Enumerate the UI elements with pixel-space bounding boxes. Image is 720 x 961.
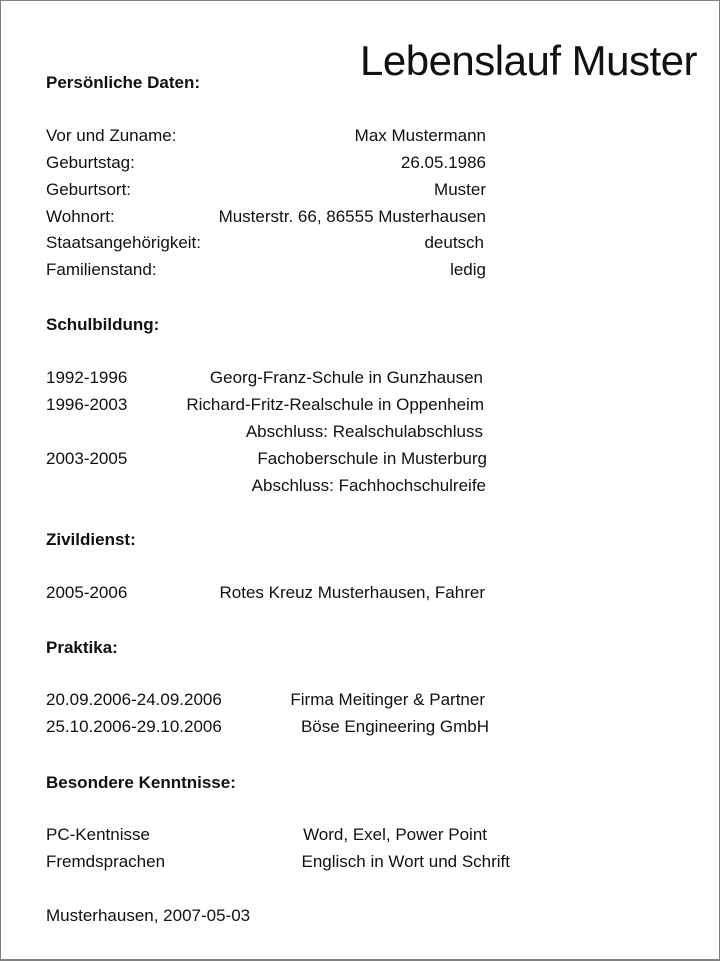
civil-service-text: Rotes Kreuz Musterhausen, Fahrer — [219, 583, 485, 602]
internship-company: Böse Engineering GmbH — [300, 717, 489, 736]
personal-label: Staatsangehörigkeit: — [46, 233, 201, 252]
school-name: Richard-Fritz-Realschule in Oppenheim — [186, 395, 484, 414]
civil-service-entry — [46, 583, 485, 607]
internship-entry — [46, 690, 485, 714]
internship-period: 25.10.2006-29.10.2006 — [46, 717, 222, 736]
school-degree: Abschluss: Realschulabschluss — [245, 422, 483, 441]
school-entry — [46, 449, 487, 473]
internship-company: Firma Meitinger & Partner — [290, 690, 485, 709]
school-note — [46, 476, 486, 500]
personal-value: Muster — [434, 180, 486, 199]
civil-service-heading: Zivildienst: — [46, 530, 136, 549]
cv-page — [1, 1, 719, 959]
school-period: 1992-1996 — [46, 368, 128, 387]
personal-row-marital-status — [46, 260, 486, 284]
internship-period: 20.09.2006-24.09.2006 — [46, 690, 222, 709]
personal-label: Vor und Zuname: — [46, 126, 177, 145]
personal-value: Musterstr. 66, 86555 Musterhausen — [218, 207, 486, 226]
personal-row-birthday — [46, 153, 486, 177]
skills-entry — [46, 852, 510, 876]
place-date: Musterhausen, 2007-05-03 — [46, 906, 251, 925]
personal-row-name — [46, 126, 486, 150]
personal-value: ledig — [450, 260, 486, 279]
skill-label: Fremdsprachen — [46, 852, 166, 871]
school-degree: Abschluss: Fachhochschulreife — [251, 476, 486, 495]
personal-value: deutsch — [424, 233, 484, 252]
civil-service-period: 2005-2006 — [46, 583, 128, 602]
personal-row-residence — [46, 207, 486, 231]
personal-label: Geburtstag: — [46, 153, 135, 172]
personal-label: Familienstand: — [46, 260, 157, 279]
skill-value: Englisch in Wort und Schrift — [301, 852, 510, 871]
school-name: Fachoberschule in Musterburg — [257, 449, 487, 468]
school-period: 2003-2005 — [46, 449, 128, 468]
skills-entry — [46, 825, 487, 849]
page-title: Lebenslauf Muster — [360, 37, 698, 84]
personal-row-birthplace — [46, 180, 486, 204]
school-entry — [46, 368, 483, 392]
school-entry — [46, 395, 484, 419]
school-heading: Schulbildung: — [46, 315, 160, 334]
skill-value: Word, Exel, Power Point — [303, 825, 487, 844]
internships-heading: Praktika: — [46, 638, 118, 657]
school-period: 1996-2003 — [46, 395, 128, 414]
personal-value: Max Mustermann — [354, 126, 486, 145]
skill-label: PC-Kentnisse — [46, 825, 150, 844]
skills-heading: Besondere Kenntnisse: — [46, 773, 236, 792]
internship-entry — [46, 717, 489, 741]
school-name: Georg-Franz-Schule in Gunzhausen — [209, 368, 483, 387]
school-note — [46, 422, 483, 446]
personal-row-nationality — [46, 233, 484, 257]
personal-data-heading: Persönliche Daten: — [46, 73, 200, 92]
personal-value: 26.05.1986 — [400, 153, 486, 172]
personal-label: Wohnort: — [46, 207, 115, 226]
personal-label: Geburtsort: — [46, 180, 132, 199]
